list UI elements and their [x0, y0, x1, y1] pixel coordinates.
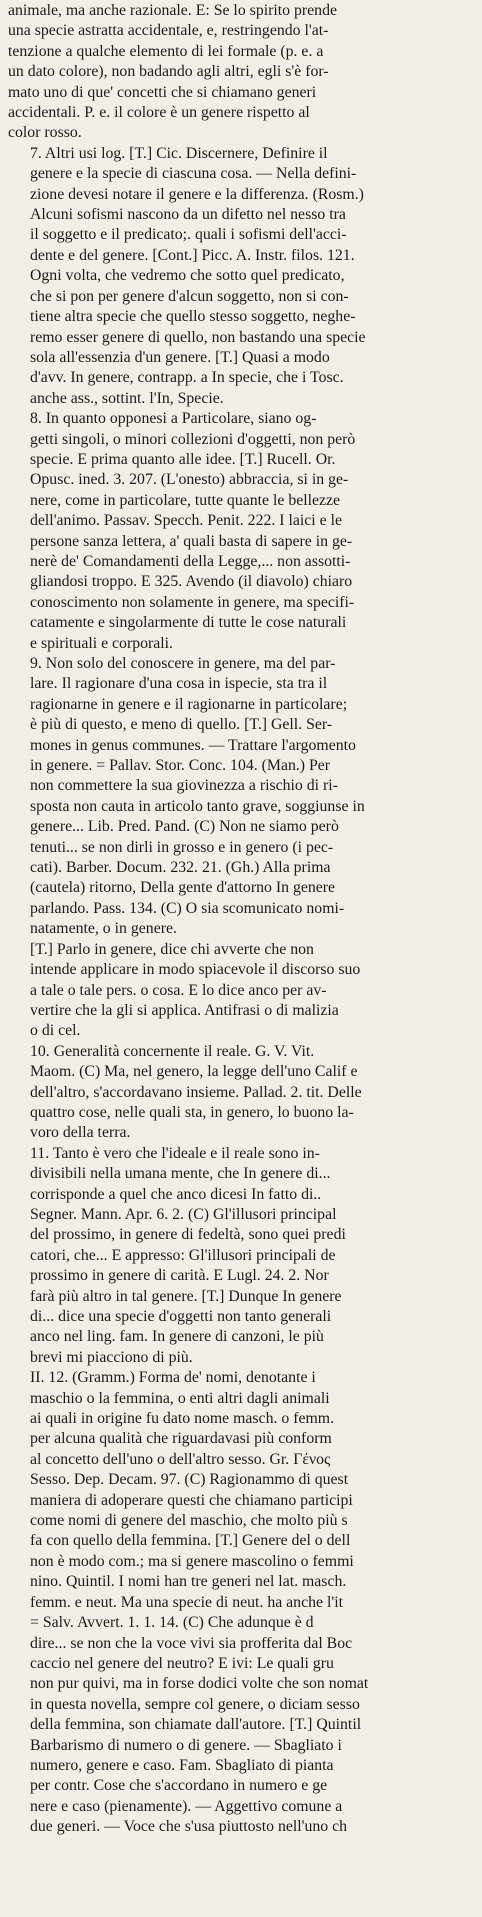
text-line: 9. Non solo del conoscere in genere, ma del par- — [30, 655, 336, 672]
text-line: un dato colore), non badando agli altri, egli s'è for- — [8, 63, 329, 81]
text-line: cati). Barber. Docum. 232. 21. (Gh.) Alla prima — [30, 859, 331, 877]
text-line: catori, che... E appresso: Gl'illusori principali de — [30, 1246, 336, 1264]
text-line: remo esser genere di quello, non bastando una specie — [30, 328, 366, 346]
entry-paragraph-sense-8 — [8, 409, 473, 654]
text-line: Segner. Mann. Apr. 6. 2. (C) Gl'illusori principal — [30, 1205, 337, 1223]
text-line: per contr. Cose che s'accordano in numero e ge — [30, 1777, 328, 1795]
text-line: mato uno di que' concetti che si chiamano generi — [8, 83, 317, 101]
entry-paragraph-sense-II-12 — [8, 1368, 473, 1837]
text-line: del prossimo, in genere di fedeltà, sono quei predi — [30, 1226, 346, 1244]
text-line: maschio o la femmina, o enti altri dagli animali — [30, 1389, 330, 1407]
text-line: per alcuna qualità che riguardavasi più conform — [30, 1430, 332, 1448]
text-line: sola all'essenzia d'un genere. [T.] Quasi a modo — [30, 348, 330, 366]
text-line: che si pon per genere d'alcun soggetto, non si con- — [30, 287, 349, 305]
text-line: femm. e neut. Ma una specie di neut. ha anche l'it — [30, 1593, 343, 1611]
text-line: in genere. = Pallav. Stor. Conc. 104. (Man.) Per — [30, 757, 331, 775]
text-line: specie. E prima quanto alle idee. [T.] Rucell. Or. — [30, 450, 336, 468]
text-line: non commettere la sua giovinezza a rischio di ri- — [30, 777, 338, 795]
text-line: zione devesi notare il genere e la differenza. (Rosm.) — [30, 185, 364, 203]
text-line: Maom. (C) Ma, nel genero, la legge dell'uno Calif e — [30, 1063, 358, 1081]
text-line: quattro cose, nelle quali sta, in genero, lo buono la- — [30, 1103, 354, 1121]
text-line: Alcuni sofismi nascono da un difetto nel nesso tra — [30, 206, 346, 224]
text-line: come nomi di genere del maschio, che molto più s — [30, 1512, 348, 1530]
text-line: divisibili nella umana mente, che In genere di... — [30, 1165, 331, 1183]
text-line: getti singoli, o minori collezioni d'oggetti, non però — [30, 430, 356, 448]
text-line: brevi mi piacciono di più. — [30, 1348, 193, 1366]
text-line: anco nel ling. fam. In genere di canzoni, le più — [30, 1328, 324, 1346]
text-line: ai quali in origine fu dato nome masch. o femm. — [30, 1410, 335, 1428]
text-line: ragionarne in genere e il ragionarne in particolare; — [30, 695, 348, 713]
text-line: Opusc. ined. 3. 207. (L'onesto) abbraccia, si in ge- — [30, 471, 349, 489]
text-line: della femmina, son chiamate dall'autore. [T.] Quintil — [30, 1716, 362, 1734]
text-line: II. 12. (Gramm.) Forma de' nomi, denotante i — [30, 1369, 316, 1387]
text-line: 8. In quanto opponesi a Particolare, siano og- — [30, 410, 317, 428]
text-line: è più di questo, e meno di quello. [T.] Gell. Ser- — [30, 716, 333, 734]
text-line: nere e caso (pienamente). — Aggettivo comune a — [30, 1797, 343, 1815]
text-line: nere, come in particolare, tutte quante le bellezze — [30, 491, 341, 509]
text-line: voro della terra. — [30, 1124, 131, 1142]
text-line: vertire che la gli si applica. Antifrasi o di malizia — [30, 1001, 339, 1019]
text-line: due generi. — Voce che s'usa piuttosto nell'uno ch — [30, 1818, 348, 1836]
entry-paragraph-sense-9 — [8, 654, 473, 940]
text-line: sposta non cauta in articolo tanto grave, soggiunse in — [30, 797, 365, 815]
text-line: dente e del genere. [Cont.] Picc. A. Instr. filos. 121. — [30, 246, 355, 264]
text-line: mones in genus communes. — Trattare l'argomento — [30, 736, 356, 754]
entry-paragraph-sense-11 — [8, 1144, 473, 1368]
text-line: 11. Tanto è vero che l'ideale e il reale sono in- — [30, 1144, 320, 1162]
text-line: catamente e singolarmente di tutte le cose naturali — [30, 614, 347, 632]
text-line: e spirituali e corporali. — [30, 634, 173, 652]
text-line: tenzione a qualche elemento di lei formale (p. e. a — [8, 42, 324, 60]
text-line: maniera di adoperare questi che chiamano participi — [30, 1491, 353, 1509]
text-line: in questa novella, sempre col genere, o diciam sesso — [30, 1695, 360, 1713]
text-line: il soggetto e il predicato;. quali i sofismi dell'acci- — [30, 226, 347, 244]
entry-paragraph-sense-10 — [8, 1042, 473, 1144]
text-line: non è modo com.; ma si genere mascolino o femmi — [30, 1552, 354, 1570]
text-line: conoscimento non solamente in genere, ma specifi- — [30, 593, 355, 611]
text-line: numero, genere e caso. Fam. Sbagliato di pianta — [30, 1756, 334, 1774]
text-line: dire... se non che la voce vivi sia profferita dal Boc — [30, 1634, 353, 1652]
text-line: dell'altro, s'accordavano insieme. Pallad. 2. tit. Delle — [30, 1083, 362, 1101]
entry-paragraph-sense-7 — [8, 144, 473, 409]
text-line: genere e la specie di ciascuna cosa. — Nella defini- — [30, 165, 357, 183]
text-line: corrisponde a quel che anco dicesi In fatto di.. — [30, 1185, 322, 1203]
text-line: al concetto dell'uno o dell'altro sesso. Gr. Γένος — [30, 1450, 331, 1468]
text-line: tenuti... se non dirli in grosso e in genero (i pec- — [30, 838, 334, 856]
text-line: 7. Altri usi log. [T.] Cic. Discernere, Definire il — [30, 144, 328, 162]
text-line: color rosso. — [8, 124, 82, 142]
text-line: nerè de' Comandamenti della Legge,... non assotti- — [30, 552, 351, 570]
text-line: Barbarismo di numero o di genere. — Sbagliato i — [30, 1736, 342, 1754]
text-line: gliandosi troppo. E 325. Avendo (il diavolo) chiaro — [30, 573, 353, 591]
entry-paragraph-continuation — [8, 1, 473, 144]
text-line: accidentali. P. e. il colore è un genere rispetto al — [8, 104, 310, 122]
text-line: d'avv. In genere, contrapp. a In specie, che i Tosc. — [30, 369, 344, 387]
text-line: anche ass., sottint. l'In, Specie. — [30, 389, 224, 407]
text-line: o di cel. — [30, 1022, 81, 1040]
text-line: animale, ma anche razionale. E: Se lo spirito prende — [8, 2, 337, 19]
text-line: persone sanza lettera, a' quali basta di sapere in ge- — [30, 532, 353, 550]
text-line: prossimo in genere di carità. E Lugl. 24. 2. Nor — [30, 1267, 329, 1285]
text-line: dell'animo. Passav. Specch. Penit. 222. I laici e le — [30, 512, 342, 530]
text-line: nino. Quintil. I nomi han tre generi nel lat. masch. — [30, 1573, 347, 1591]
text-line: fa con quello della femmina. [T.] Genere del o dell — [30, 1532, 351, 1550]
text-line: Sesso. Dep. Decam. 97. (C) Ragionammo di quest — [30, 1471, 349, 1489]
text-line: parlando. Pass. 134. (C) O sia scomunicato nomi- — [30, 899, 345, 917]
text-line: a tale o tale pers. o cosa. E lo dice anco per av- — [30, 981, 327, 999]
text-line: caccio nel genere del neutro? E ivi: Le quali gru — [30, 1654, 334, 1672]
text-line: non pur quivi, ma in forse dodici volte che son nomat — [30, 1675, 369, 1693]
text-line: Ogni volta, che vedremo che sotto quel predicato, — [30, 267, 345, 285]
text-line: di... dice una specie d'oggetti non tanto generali — [30, 1308, 332, 1325]
text-line: natamente, o in genere. — [30, 920, 177, 938]
entry-paragraph-sense-9-note — [8, 940, 473, 1042]
text-line: = Salv. Avvert. 1. 1. 14. (C) Che adunque è d — [30, 1614, 314, 1632]
text-line: lare. Il ragionare d'una cosa in ispecie, sta tra il — [30, 675, 328, 693]
text-line: genere... Lib. Pred. Pand. (C) Non ne siamo però — [30, 818, 339, 836]
text-line: tiene altra specie che quello stesso soggetto, neghe- — [30, 308, 356, 326]
text-line: (cautela) ritorno, Della gente d'attorno In genere — [30, 879, 336, 897]
text-line: [T.] Parlo in genere, dice chi avverte che non — [30, 940, 314, 958]
text-line: intende applicare in modo spiacevole il discorso suo — [30, 961, 361, 979]
text-line: 10. Generalità concernente il reale. G. V. Vit. — [30, 1042, 315, 1060]
text-line: una specie astratta accidentale, e, restringendo l'at- — [8, 22, 329, 40]
text-line: farà più altro in tal genere. [T.] Dunque In genere — [30, 1287, 342, 1305]
